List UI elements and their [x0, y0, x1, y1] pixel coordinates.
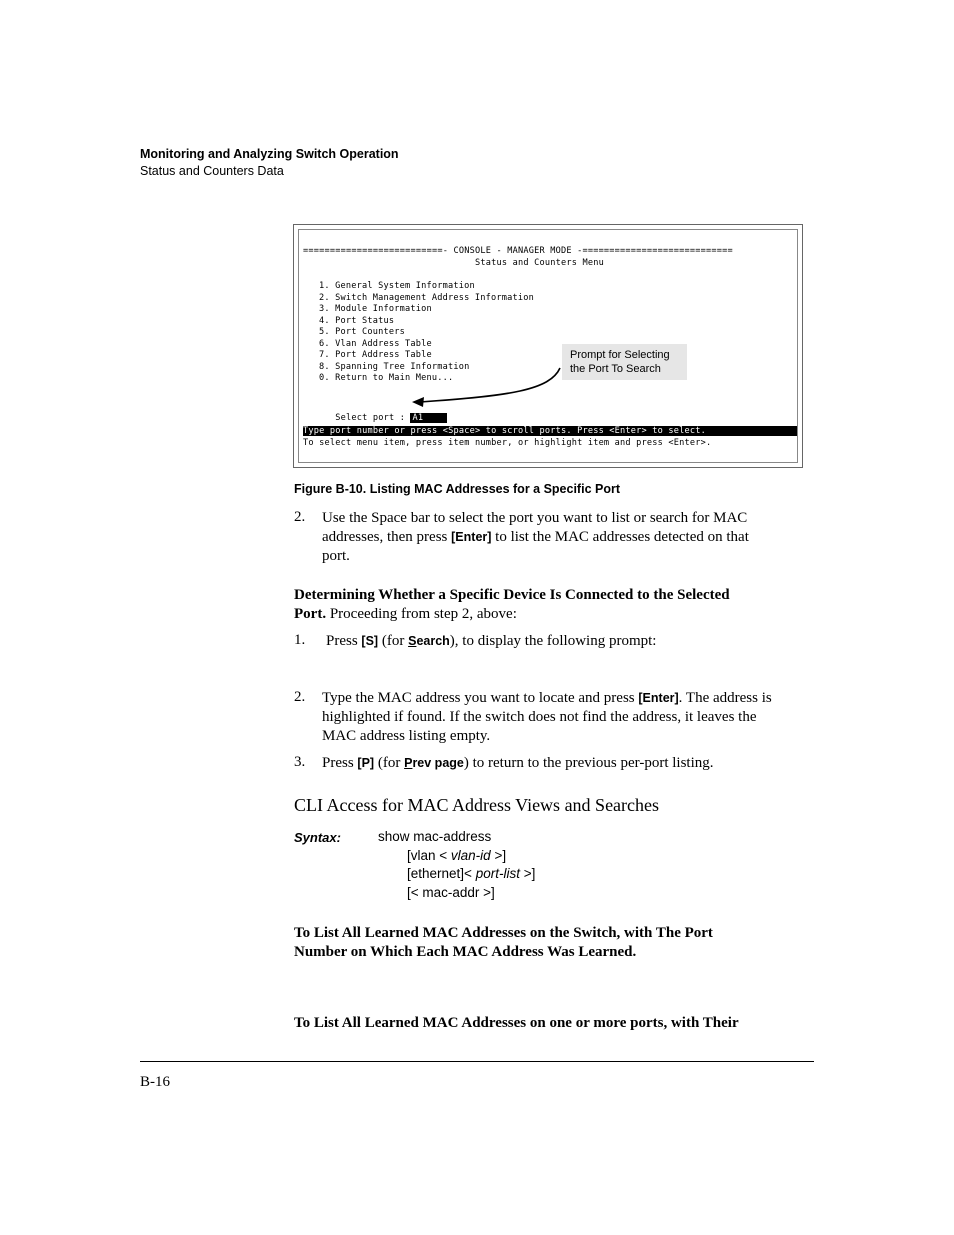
step-2-text — [322, 509, 817, 566]
text-line: MAC address listing empty. — [322, 728, 491, 744]
syntax-command: show mac-address — [378, 829, 492, 844]
console-menu-item: 7. Port Address Table — [319, 350, 432, 360]
determine-heading: Determining Whether a Specific Device Is Connected to the Selected — [294, 587, 730, 603]
select-port-label: Select port : — [335, 413, 411, 423]
text-line: port. — [322, 548, 350, 564]
running-header-subtitle: Status and Counters Data — [140, 164, 284, 178]
determine-paragraph — [294, 586, 819, 624]
section-title: CLI Access for MAC Address Views and Searches — [294, 795, 660, 815]
console-menu-item: 4. Port Status — [319, 315, 395, 326]
callout-box — [562, 344, 687, 380]
search-key-label: Search — [408, 634, 450, 648]
step-number: 1. — [294, 632, 306, 648]
list-ports-heading — [294, 1014, 819, 1033]
console-menu-item: 1. General System Information — [319, 281, 475, 291]
text-line: highlighted if found. If the switch does not find the address, it leaves the — [322, 709, 757, 725]
console-screenshot — [293, 224, 803, 468]
console-screen — [298, 229, 798, 463]
text-line: To List All Learned MAC Addresses on the Switch, with The Port — [294, 925, 713, 941]
callout-line-2: the Port To Search — [570, 363, 661, 375]
key-p: [P] — [357, 756, 375, 770]
step-number: 2. — [294, 509, 306, 525]
search-step-2 — [322, 689, 817, 746]
console-menu-item: 0. Return to Main Menu... — [319, 373, 454, 383]
syntax-label: Syntax: — [294, 830, 341, 845]
search-step-1: Press [S] (for Search), to display the following prompt: — [326, 633, 657, 649]
prev-page-key-label: Prev page — [404, 756, 464, 770]
search-step-3: Press [P] (for Prev page) to return to the previous per-port listing. — [322, 755, 714, 771]
text-line: Use the Space bar to select the port you want to list or search for MAC — [322, 510, 748, 526]
console-menu-item: 2. Switch Management Address Information — [319, 292, 534, 303]
console-title-line: ==========================- CONSOLE - MANAGER MODE -============================ — [303, 246, 733, 256]
syntax-option-ethernet: [ethernet]< port-list >] — [407, 866, 536, 881]
syntax-option-vlan: [vlan < vlan-id >] — [407, 848, 507, 863]
text-line: Port. Proceeding from step 2, above: — [294, 606, 517, 622]
callout-line-1: Prompt for Selecting — [570, 349, 670, 361]
running-header-title: Monitoring and Analyzing Switch Operation — [140, 147, 399, 161]
text-line: Number on Which Each MAC Address Was Learned. — [294, 944, 637, 960]
step-number: 3. — [294, 754, 306, 770]
footer-rule — [140, 1061, 814, 1062]
syntax-option-mac: [< mac-addr >] — [407, 885, 495, 900]
callout-arrow — [400, 360, 570, 410]
console-menu-title: Status and Counters Menu — [475, 258, 604, 268]
step-number: 2. — [294, 689, 306, 705]
console-help-line-2: To select menu item, press item number, or highlight item and press <Enter>. — [303, 438, 712, 448]
console-menu-item: 8. Spanning Tree Information — [319, 361, 470, 372]
key-enter: [Enter] — [638, 691, 679, 705]
page-number: B-16 — [140, 1074, 170, 1090]
console-help-line-1: Type port number or press <Space> to scroll ports. Press <Enter> to select. — [303, 426, 797, 436]
key-enter: [Enter] — [451, 530, 492, 544]
text-line: addresses, then press [Enter] to list the MAC addresses detected on that — [322, 529, 749, 545]
text-line: Type the MAC address you want to locate and press [Enter]. The address is — [322, 690, 772, 706]
list-all-heading — [294, 924, 819, 962]
key-s: [S] — [361, 634, 379, 648]
console-menu-item: 3. Module Information — [319, 304, 432, 314]
select-port-field: A1 — [412, 413, 445, 423]
text-line: To List All Learned MAC Addresses on one or more ports, with Their — [294, 1015, 739, 1031]
figure-caption: Figure B-10. Listing MAC Addresses for a Specific Port — [294, 482, 620, 496]
console-menu-item: 5. Port Counters — [319, 327, 405, 337]
console-menu-item: 6. Vlan Address Table — [319, 338, 432, 349]
